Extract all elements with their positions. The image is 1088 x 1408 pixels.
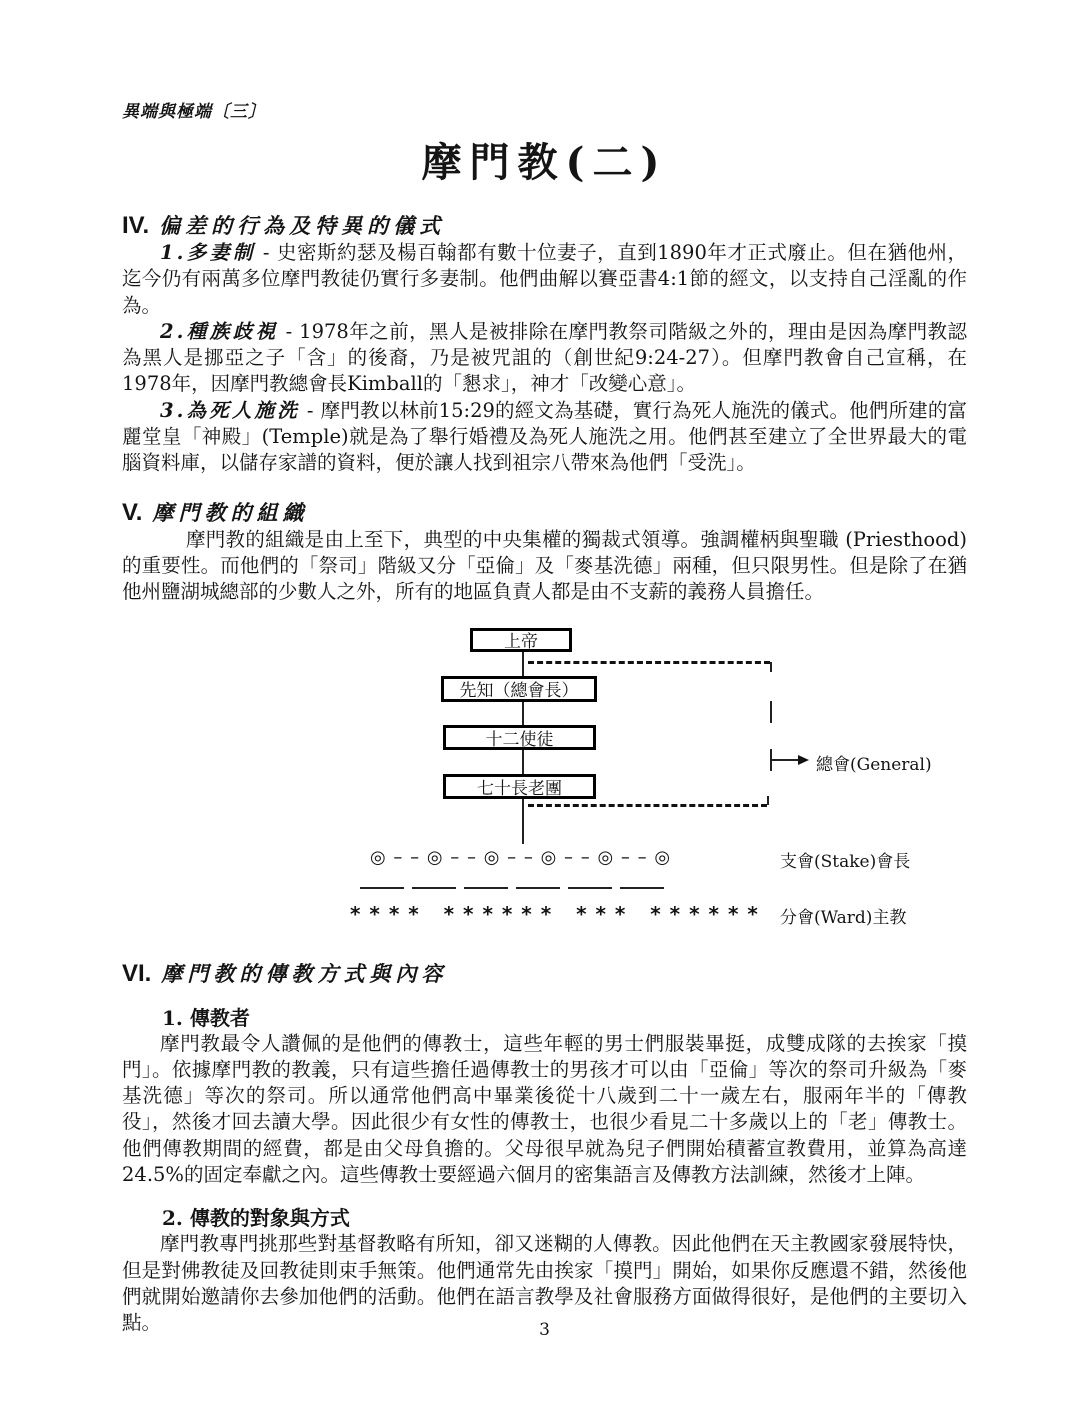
item-separator: - [262, 241, 270, 264]
paragraph-racial-discrimination [122, 319, 967, 398]
item-label-racial: 2.種族歧視 [160, 319, 279, 343]
connector-line [522, 799, 524, 844]
org-chart [122, 616, 967, 938]
content-column [122, 0, 967, 1337]
document-title: 摩門教(二) [421, 139, 668, 186]
stake-circles-chain: ◎ – – ◎ – – ◎ – – ◎ – – ◎ – – ◎ [370, 846, 672, 868]
subsection-missionaries-title: 1. 傳教者 [162, 1005, 250, 1030]
section-v-heading [122, 497, 967, 527]
org-label-general: 總會(General) [816, 754, 932, 775]
section-iv-title: 偏差的行為及特異的儀式 [159, 213, 446, 238]
page-number: 3 [539, 1320, 550, 1340]
dashed-connector-top [528, 661, 770, 664]
section-vi-title: 摩門教的傳教方式與內容 [161, 960, 448, 986]
connector-line [522, 702, 524, 725]
dashed-connector-top-corner [770, 662, 772, 672]
underline-segment [568, 875, 612, 889]
ward-asterisks-chain: * * * * * * * * * * * * * * * * * * * [350, 901, 759, 926]
item-label-baptism: 3.為死人施洗 [160, 398, 300, 422]
org-box-seventy-elders: 七十長老團 [443, 774, 596, 799]
underline-segment [412, 875, 456, 889]
section-iv-heading [122, 210, 967, 240]
item-separator: - [285, 319, 293, 343]
section-vi-number: VI. [122, 959, 152, 987]
stake-underlines [360, 874, 672, 893]
paragraph-missionaries: 摩門教最令人讚佩的是他們的傳教士，這些年輕的男士們服裝畢挺，成雙成隊的去挨家「摸門」。依據摩門教的教義，只有這些擔任過傳教士的男孩才可以由「亞倫」等次的祭司升級為「麥基洗德」等次的祭司。所以通常他們高中畢業後從十八歲到二十一歲左右，服兩年半的「傳教役」，然後才回去讀大學。因此很少有女性的傳教士，也很少看見二十多歲以上的「老」傳教士。他們傳教期間的經費，都是由父母負擔的。父母很早就為兒子們開始積蓄宣教費用，並算為高達24.5%的固定奉獻之內。這些傳教士要經過六個月的密集語言及傳教方法訓練，然後才上陣。 [122, 1031, 967, 1187]
dashed-connector-bottom [528, 804, 767, 807]
bracket-line [770, 701, 772, 723]
org-label-stake: 支會(Stake)會長 [780, 851, 911, 872]
item-label-polygamy: 1.多妻制 [160, 241, 256, 264]
section-iv-number: IV. [122, 212, 150, 239]
subsection-targets-title: 2. 傳教的對象與方式 [162, 1206, 350, 1231]
item-separator: - [306, 398, 314, 422]
underline-segment [464, 875, 508, 889]
running-header: 異端與極端〔三〕 [122, 102, 266, 122]
arrow-line [772, 759, 798, 761]
section-v-number: V. [122, 498, 143, 526]
item-text-racial: 1978年之前，黑人是被排除在摩門教祭司階級之外的，理由是因為摩門教認為黑人是挪亞之子「含」的後裔，乃是被咒詛的（創世紀9:24-27）。但摩門教會自己宣稱，在1978年，因摩門教總會長Kimball的「懇求」，神才「改變心意」。 [122, 319, 967, 396]
item-text-baptism: 摩門教以林前15:29的經文為基礎，實行為死人施洗的儀式。他們所建的富麗堂皇「神殿」(Temple)就是為了舉行婚禮及為死人施洗之用。他們甚至建立了全世界最大的電腦資料庫，以儲存家譜的資料，便於讓人找到祖宗八帶來為他們「受洗」。 [122, 398, 967, 475]
connector-line [522, 652, 524, 676]
org-box-twelve-apostles: 十二使徒 [443, 725, 596, 750]
org-box-god: 上帝 [470, 628, 572, 652]
paragraph-polygamy [122, 240, 967, 319]
org-box-prophet: 先知（總會長） [441, 676, 597, 702]
underline-segment [360, 875, 404, 889]
org-label-ward: 分會(Ward)主教 [780, 907, 907, 928]
dashed-connector-bottom-corner [767, 796, 769, 805]
underline-segment [620, 875, 664, 889]
item-text-polygamy: 史密斯約瑟及楊百翰都有數十位妻子，直到1890年才正式廢止。但在猶他州，迄今仍有兩萬多位摩門教徒仍實行多妻制。他們曲解以賽亞書4:1節的經文，以支持自己淫亂的作為。 [122, 241, 967, 317]
paragraph-targets: 摩門教專門挑那些對基督教略有所知，卻又迷糊的人傳教。因此他們在天主教國家發展特快，但是對佛教徒及回教徒則束手無策。他們通常先由挨家「摸門」開始，如果你反應還不錯，然後他們就開始邀請你去參加他們的活動。他們在語言教學及社會服務方面做得很好，是他們的主要切入點。 [122, 1232, 967, 1335]
section-v-title: 摩門教的組織 [152, 499, 309, 525]
connector-line [522, 750, 524, 774]
paragraph-baptism-for-dead [122, 398, 967, 477]
arrow-head-icon [798, 755, 809, 765]
section-vi-heading [122, 958, 967, 988]
underline-segment [516, 875, 560, 889]
paragraph-organization: 摩門教的組織是由上至下，典型的中央集權的獨裁式領導。強調權柄與聖職 (Priesthood) 的重要性。而他們的「祭司」階級又分「亞倫」及「麥基洗德」兩種，但只限男性。但是除了在猶他州鹽湖城總部的少數人之外，所有的地區負責人都是由不支薪的義務人員擔任。 [122, 527, 967, 604]
